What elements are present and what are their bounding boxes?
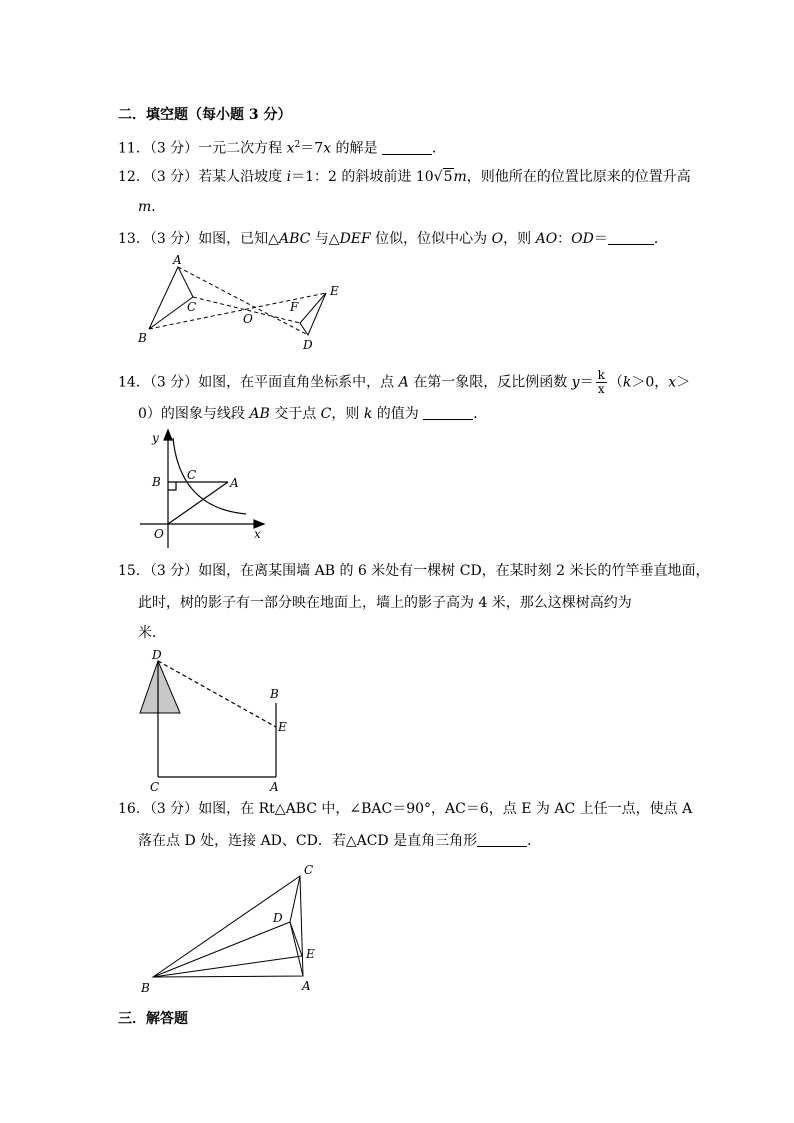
q12-points: （3 分） — [149, 169, 199, 185]
sun-ray-de — [158, 661, 276, 727]
q12-unit-m: m — [138, 199, 152, 215]
segment-ad — [290, 922, 303, 976]
q14-end: ． — [473, 406, 488, 422]
question-13 — [118, 230, 668, 248]
q14-cont1: 0）的图象与线段 — [138, 406, 250, 422]
q11-number: 11． — [118, 140, 150, 157]
q12-text2: ＝1：2 的斜坡前进 10 — [291, 169, 434, 185]
q11-eq: ＝7 — [300, 140, 324, 157]
q11-var-x: x — [286, 140, 295, 157]
label-o: O — [154, 527, 164, 541]
q11-points: （3 分） — [149, 140, 199, 157]
q11-text: 一元二次方程 — [198, 140, 287, 157]
segment-cd — [290, 876, 300, 922]
q13-end: ． — [653, 231, 668, 247]
q13-od: OD — [571, 231, 594, 247]
triangle-def — [300, 293, 326, 335]
q12-end: ． — [151, 199, 166, 215]
label-a: A — [270, 780, 279, 794]
label-c: C — [150, 780, 160, 794]
q15-text-line1: 如图，在离某围墙 AB 的 6 米处有一棵树 CD，在某时刻 2 米长的竹竿垂直地面， — [198, 563, 710, 579]
triangle-abc — [149, 267, 193, 329]
label-a: A — [230, 476, 239, 490]
tree-triangle — [140, 661, 180, 713]
q14-x: x — [668, 374, 677, 391]
q16-points: （3 分） — [149, 801, 199, 817]
q13-text4: ，则 — [503, 231, 536, 247]
label-e: E — [306, 947, 315, 961]
q11-end: ． — [432, 140, 447, 157]
label-c: C — [304, 863, 314, 877]
q13-answer-blank[interactable] — [608, 230, 654, 245]
sqrt-sign: √ — [433, 169, 443, 185]
label-e: E — [278, 720, 287, 734]
q12-text3: ，则他所在的位置比原来的位置升高 — [466, 169, 691, 185]
q11-var-x2: x — [323, 140, 332, 157]
figure-14 — [140, 428, 270, 543]
q15-points: （3 分） — [149, 563, 199, 579]
y-axis-arrow — [164, 430, 172, 440]
question-15-line3: 米． — [138, 625, 166, 641]
q13-colon: ： — [557, 231, 572, 247]
q13-ao: AO — [535, 231, 558, 247]
q11-text2: 的解是 — [331, 140, 383, 157]
q12-number: 12． — [118, 169, 150, 185]
q11-answer-blank[interactable] — [382, 140, 432, 155]
fraction-k-over-x — [596, 369, 607, 396]
q14-cond2: ＞0， — [631, 374, 669, 391]
q14-number: 14． — [118, 374, 150, 391]
q14-k: k — [622, 374, 632, 391]
q12-text: 若某人沿坡度 — [198, 169, 287, 185]
label-e: E — [330, 284, 339, 298]
label-a: A — [302, 979, 311, 993]
q15-number: 15． — [118, 563, 150, 579]
line-be — [149, 293, 326, 329]
q14-ab: AB — [249, 406, 270, 422]
label-b: B — [138, 331, 147, 345]
segment-be — [153, 956, 302, 977]
label-a: A — [173, 253, 182, 267]
q11-exponent: 2 — [294, 140, 301, 150]
q13-o: O — [491, 231, 504, 247]
label-b: B — [141, 981, 150, 995]
label-d: D — [303, 338, 313, 352]
segment-oa — [168, 482, 228, 524]
q14-text: 如图，在平面直角坐标系中，点 — [198, 374, 399, 391]
segment-de — [290, 922, 302, 956]
q12-var-i: i — [286, 169, 292, 185]
q14-c: C — [320, 406, 332, 422]
triangle-abc — [153, 876, 303, 977]
section-2-title: 二．填空题（每小题 3 分） — [118, 107, 292, 123]
q12-var-m: m — [453, 169, 467, 185]
q14-answer-blank[interactable] — [423, 405, 473, 420]
q14-eq: ＝ — [579, 374, 594, 391]
q14-cont2: 交于点 — [269, 406, 321, 422]
q16-text-line1: 如图，在 Rt△ABC 中，∠BAC＝90°，AC＝6，点 E 为 AC 上任一点，使点 A — [198, 801, 693, 817]
q13-eq: ＝ — [593, 231, 608, 247]
question-12 — [118, 168, 691, 186]
label-d: D — [152, 648, 162, 662]
label-y: y — [152, 431, 159, 445]
q16-number: 16． — [118, 801, 150, 817]
label-x: x — [254, 527, 261, 541]
label-o: O — [243, 312, 253, 326]
q14-a: A — [398, 374, 409, 391]
question-11 — [118, 136, 446, 158]
q14-cont3: ，则 — [331, 406, 364, 422]
sqrt-argument: 5 — [443, 169, 453, 185]
q13-text2: 与△ — [310, 231, 340, 247]
figure-13 — [130, 255, 350, 355]
q14-k2: k — [363, 406, 373, 422]
q14-text2: 在第一象限，反比例函数 — [408, 374, 572, 391]
question-12-cont — [138, 198, 165, 216]
q16-text-line2: 落在点 D 处，连接 AD、CD．若△ACD 是直角三角形 — [138, 833, 478, 849]
q14-cond3: ＞ — [676, 374, 691, 391]
q14-cont4: 的值为 — [372, 406, 424, 422]
question-14-cont — [138, 405, 487, 423]
q13-number: 13． — [118, 231, 150, 247]
figure-15 — [136, 647, 296, 797]
fraction-numerator: k — [597, 368, 605, 382]
right-angle-mark — [168, 482, 176, 490]
label-b: B — [152, 475, 161, 489]
question-14 — [118, 369, 690, 396]
question-16-line2 — [138, 832, 541, 850]
figure-16 — [140, 860, 330, 995]
q14-y: y — [571, 374, 580, 391]
q13-abc: ABC — [278, 231, 311, 247]
label-c: C — [187, 300, 197, 314]
q16-answer-blank[interactable] — [477, 832, 527, 847]
question-15-line2: 此时，树的影子有一部分映在地面上，墙上的影子高为 4 米，那么这棵树高约为 — [138, 595, 632, 611]
question-15 — [118, 562, 710, 580]
q13-points: （3 分） — [149, 231, 199, 247]
q13-def: DEF — [339, 231, 371, 247]
label-f: F — [290, 300, 299, 314]
label-b: B — [270, 687, 279, 701]
fraction-denominator: x — [597, 382, 605, 396]
question-16 — [118, 800, 692, 818]
q14-cond-open: （ — [608, 374, 623, 391]
q14-points: （3 分） — [149, 374, 199, 391]
label-d: D — [273, 911, 283, 925]
label-c: C — [187, 468, 197, 482]
q13-text: 如图，已知△ — [198, 231, 279, 247]
section-3-title: 三．解答题 — [118, 1011, 188, 1027]
q16-end: ． — [527, 833, 542, 849]
q13-text3: 位似，位似中心为 — [370, 231, 492, 247]
